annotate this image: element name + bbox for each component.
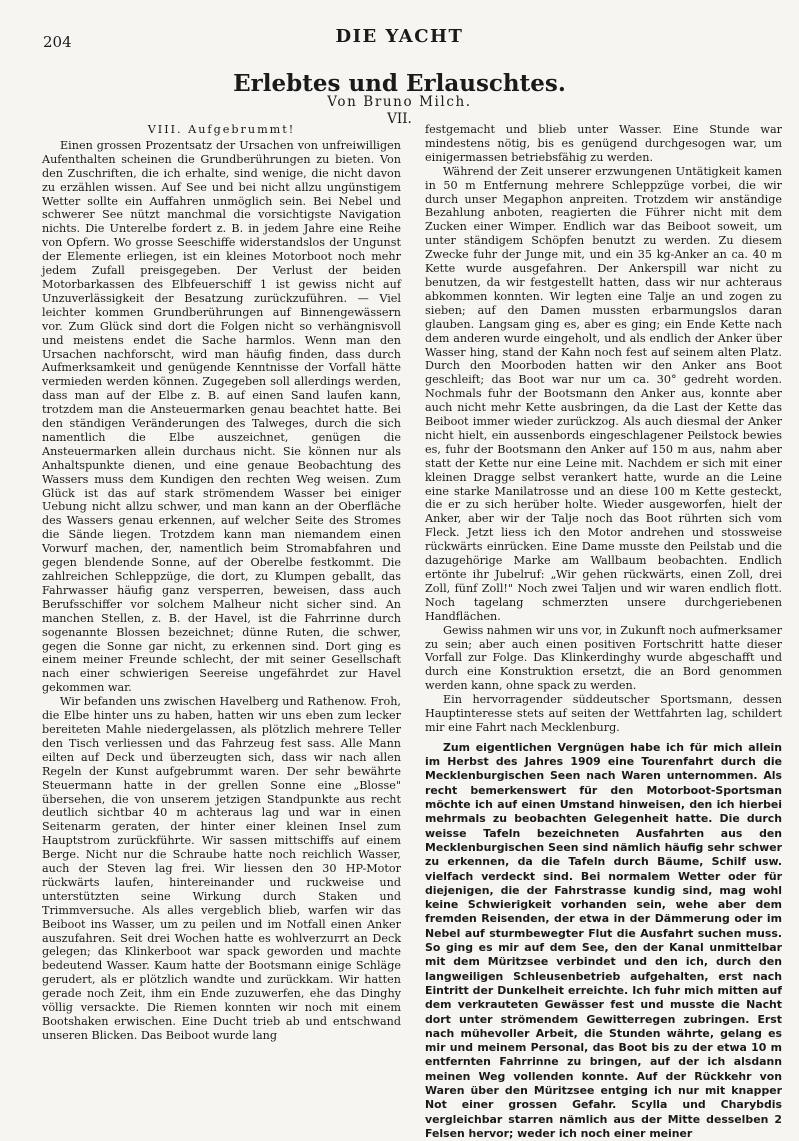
quoted-letter-paragraph: Zum eigentlichen Vergnügen habe ich für mich allein im Herbst des Jahres 1909 eine Tourenfahrt durch die Mecklenburgischen Seen nach Waren unternommen. Als recht bemerkenswert für den Motorboot-Sportsman möchte ich auf einen Umstand hinweisen, den ich hierbei mehrmals zu beobachten Gelegenheit hatte. Die durch weisse Tafeln bezeichneten Ausfahrten aus den Mecklenburgischen Seen sind nämlich häufig sehr schwer zu erkennen, da die Tafeln durch Bäume, Schilf usw. vielfach verdeckt sind. Bei normalem Wetter oder für diejenigen, die der Fahrstrasse kundig sind, mag wohl keine Schwierigkeit vorhanden sein, wehe aber dem fremden Reisenden, der etwa in der Dämmerung oder im Nebel auf sturmbewegter Flut die Ausfahrt suchen muss. So ging es mir auf dem See, den der Kanal unmittelbar mit dem Müritzsee verbindet und den ich, durch den langweiligen Schleusenbetrieb aufgehalten, erst nach Eintritt der Dunkelheit erreichte. Ich fuhr mich mitten auf dem verkrauteten Gewässer fest und musste die Nacht dort unter strömendem Gewitterregen zubringen. Erst nach mühevoller Arbeit, die Stunden währte, gelang es mir und meinem Personal, das Boot bis zu der etwa 10 m entfernten Fahrrinne zu bringen, auf der ich alsdann meinen Weg vollenden konnte. Auf der Rückkehr von Waren über den Müritzsee entging ich nur mit knapper Not einer grossen Gefahr. Scylla und Charybdis vergleichbar starren nämlich aus der Mitte desselben 2 Felsen hervor; weder ich noch einer meiner xyxy=(425,740,782,1140)
article-title: Erlebtes und Erlauschtes. xyxy=(233,70,566,97)
page-number: 204 xyxy=(43,33,72,51)
article-byline: Von Bruno Milch. xyxy=(327,94,472,110)
section-heading: VIII. Aufgebrummt! xyxy=(147,123,296,136)
running-title: DIE YACHT xyxy=(335,26,464,47)
right-column xyxy=(425,123,782,1140)
article-part: VII. xyxy=(387,111,412,127)
left-column xyxy=(42,123,401,1114)
paragraph: Gewiss nahmen wir uns vor, in Zukunft noch aufmerksamer zu sein; aber auch einen positiven Fortschritt hatte dieser Vorfall zur Folge. Das Klinkerdinghy wurde abgeschafft und durch eine Konstruktion ersetzt, die an Bord genommen werden kann, ohne spack zu werden. xyxy=(425,623,782,693)
paragraph: Wir befanden uns zwischen Havelberg und Rathenow. Froh, die Elbe hinter uns zu haben, hatten wir uns eben zum lecker bereiteten Mahle niedergelassen, als plötzlich mehrere Teller den Tisch verliessen und das Fahrzeug fest sass. Alle Mann eilten auf Deck und überzeugten sich, dass wir nach allen Regeln der Kunst aufgebrummt waren. Der sehr bewährte Steuermann hatte in der grellen Sonne eine „Blosse" übersehen, die von unserem jetzigen Standpunkte aus recht deutlich sichtbar 40 m achteraus lag und war in einen Seitenarm geraten, der hinter einer kleinen Insel zum Hauptstrom zurückführte. Wir sassen mittschiffs auf einem Berge. Nicht nur die Schraube hatte noch reichlich Wasser, auch der Steven lag frei. Wir liessen den 30 HP-Motor rückwärts laufen, hintereinander und ruckweise und unterstützten seine Wirkung durch Staken und Trimmversuche. Als alles vergeblich blieb, warfen wir das Beiboot ins Wasser, um zu peilen und im Notfall einen Anker auszufahren. Seit drei Wochen hatte es wohlverzurrt an Deck gelegen; das Klinkerboot war spack geworden und machte bedeutend Wasser. Kaum hatte der Bootsmann einige Schläge gerudert, als er plötzlich wandte und zurückkam. Wir hatten gerade noch Zeit, ihm ein Ende zuzuwerfen, ehe das Dinghy völlig versackte. Die Riemen konnten wir noch mit einem Bootshaken erwischen. Eine Ducht trieb ab und entschwand unseren Blicken. Das Beiboot wurde lang xyxy=(42,695,401,1042)
paragraph: Ein hervorragender süddeutscher Sportsmann, dessen Hauptinteresse stets auf seiten der Wettfahrten lag, schildert mir eine Fahrt nach Mecklenburg. xyxy=(425,693,782,734)
paragraph: festgemacht und blieb unter Wasser. Eine Stunde war mindestens nötig, bis es genügend durchgesogen war, um einigermassen betriebsfähig zu werden. xyxy=(425,123,782,164)
paragraph: Während der Zeit unserer erzwungenen Untätigkeit kamen in 50 m Entfernung mehrere Schleppzüge vorbei, die wir durch unser Megaphon anpreiten. Trotzdem wir anständige Bezahlung anboten, reagierten die Führer nicht mit dem Zucken einer Wimper. Endlich war das Beiboot soweit, um unter ständigem Schöpfen benutzt zu werden. Zu diesem Zwecke fuhr der Junge mit, und ein 35 kg-Anker an ca. 40 m Kette wurde ausgefahren. Der Ankerspill war nicht zu benutzen, da wir festgestellt hatten, dass wir nur achteraus abkommen konnten. Wir legten eine Talje an und zogen zu sieben; auf den Damen mussten erbarmungslos daran glauben. Langsam ging es, aber es ging; ein Ende Kette nach dem anderen wurde eingeholt, und als endlich der Anker über Wasser hing, stand der Kahn noch fest auf seinem alten Platz. Durch den Moorboden hatten wir den Anker ans Boot geschleift; das Boot war nur um ca. 30° gedreht worden. Nochmals fuhr der Bootsmann den Anker aus, konnte aber auch nicht mehr Kette ausbringen, da die Last der Kette das Beiboot immer wieder zurückzog. Als auch diesmal der Anker nicht hielt, ein aussenbords eingeschlagener Peilstock bewies es, fuhr der Bootsmann den Anker auf 150 m aus, nahm aber statt der Kette nur eine Leine mit. Nachdem er sich mit einer kleinen Dragge selbst verankert hatte, wurde an die Leine eine starke Manilatrosse und an diese 100 m Kette gesteckt, die er zu sich herüber holte. Wieder ausgeworfen, hielt der Anker, aber wir der Talje noch das Boot rührten sich vom Fleck. Jetzt liess ich den Motor andrehen und stossweise rückwärts einrücken. Eine Dame musste den Peilstab und die dazugehörige Marke am Wallbaum beobachten. Endlich ertönte ihr Jubelruf: „Wir gehen rückwärts, einen Zoll, drei Zoll, fünf Zoll!" Noch zwei Taljen und wir waren endlich flott. Noch tagelang schmerzten unsere durchgeriebenen Handflächen. xyxy=(425,164,782,623)
paragraph: Einen grossen Prozentsatz der Ursachen von unfreiwilligen Aufenthalten scheinen die Grundberührungen zu bieten. Von den Zuschriften, die ich erhalte, sind wenige, die nicht davon zu erzählen wissen. Auf See und bei nicht allzu ungünstigem Wetter sollte ein Auffahren unmöglich sein. Bei Nebel und schwerer See nützt manchmal die vorsichtigste Navigation nichts. Die Unterelbe fordert z. B. in jedem Jahre eine Reihe von Opfern. Wo grosse Seeschiffe widerstandslos der Ungunst der Elemente erliegen, ist ein kleines Motorboot noch mehr jedem Zufall preisgegeben. Der Verlust der beiden Motorbarkassen des Elbfeuerschiff 1 ist gewiss nicht auf Unzuverlässigkeit der Besatzung zurückzuführen. — Viel leichter kommen Grundberührungen auf Binnengewässern vor. Zum Glück sind dort die Folgen nicht so verhängnisvoll und meistens endet die Sache harmlos. Wenn man den Ursachen nachforscht, wird man häufig finden, dass durch Aufmerksamkeit und genügende Kenntnisse der Vorfall hätte vermieden werden können. Zugegeben soll allerdings werden, dass man auf der Elbe z. B. auf einen Sand laufen kann, trotzdem man die Ansteuermarken genau beachtet hatte. Bei den ständigen Veränderungen des Talweges, durch die sich namentlich die Elbe auszeichnet, genügen die Ansteuermarken allein durchaus nicht. Sie können nur als Anhaltspunkte dienen, und eine genaue Beobachtung des Wassers muss dem Kundigen den rechten Weg weisen. Zum Glück ist das auf stark strömendem Wasser bei einiger Uebung nicht allzu schwer, und man kann an der Oberfläche des Wassers genau erkennen, auf welcher Seite des Stromes die Sände liegen. Trotzdem kann man niemandem einen Vorwurf machen, der, namentlich beim Stromabfahren und gegen blendende Sonne, auf der Oberelbe festkommt. Die zahlreichen Schleppzüge, die dort, zu Klumpen geballt, das Fahrwasser häufig ganz versperren, beweisen, dass auch Berufsschiffer vor solchem Malheur nicht sicher sind. An manchen Stellen, z. B. der Havel, ist die Fahrrinne durch sogenannte Blossen bezeichnet; dünne Ruten, die schwer, gegen die Sonne gar nicht, zu erkennen sind. Dort ging es einem meiner Freunde schlecht, der mit seiner Gesellschaft nach einer schwierigen Seereise ungefährdet zur Havel gekommen war. xyxy=(42,138,401,695)
